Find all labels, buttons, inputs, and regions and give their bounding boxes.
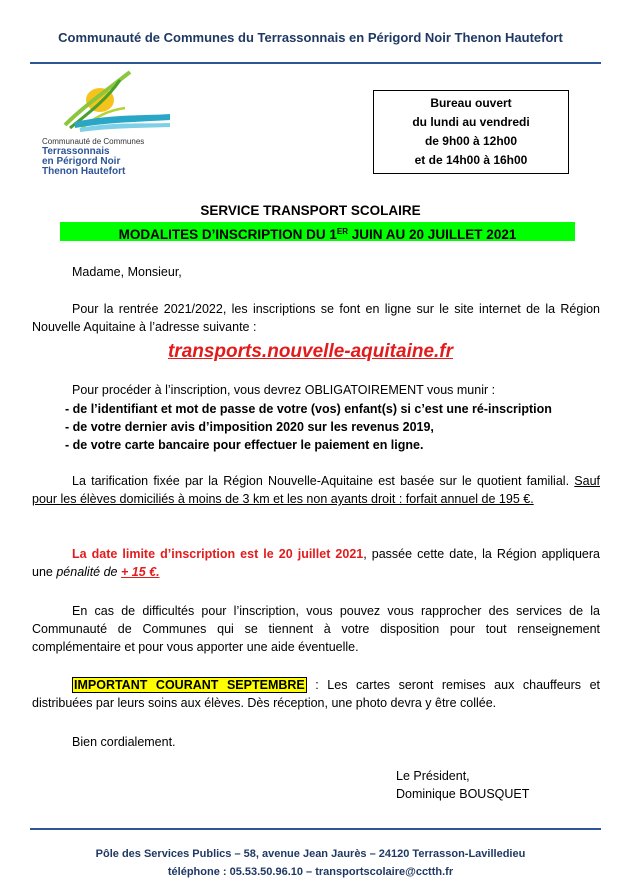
- important-text: : Les cartes seront remises aux chauffeurs et distribuées par leurs soins aux élèves. Dès réception, une photo devra y être collée.: [32, 678, 600, 710]
- logo-line-4: Thenon Hautefort: [42, 166, 126, 177]
- header-divider: [30, 62, 601, 64]
- greeting: Madame, Monsieur,: [72, 265, 182, 279]
- logo-line-1: Communauté de Communes: [42, 137, 145, 146]
- list-item: - de l’identifiant et mot de passe de votre (vos) enfant(s) si c’est une ré-inscription: [65, 402, 552, 416]
- paragraph-assistance: En cas de difficultés pour l’inscription, vous pouvez vous rapprocher des services de la Communauté de Communes qui se tiennent à votre disposition pour tout renseignement complémentaire et pour vous apporter une aide éventuelle.: [32, 604, 600, 654]
- logo-line-2: Terrassonnais: [42, 146, 110, 157]
- paragraph-requirements-intro: Pour procéder à l’inscription, vous devrez OBLIGATOIREMENT vous munir :: [72, 383, 496, 397]
- footer-address: Pôle des Services Publics – 58, avenue Jean Jaurès – 24120 Terrasson-Lavilledieu: [95, 848, 526, 860]
- logo-line-3: en Périgord Noir: [42, 156, 121, 167]
- signature-name: Dominique BOUSQUET: [396, 787, 530, 801]
- footer-contact: téléphone : 05.53.50.96.10 – transportscolaire@cctth.fr: [167, 866, 454, 878]
- requirements-list: [65, 400, 552, 454]
- deadline-text: La date limite d’inscription est le 20 juillet 2021: [72, 547, 364, 561]
- hours-line-2: du lundi au vendredi: [412, 115, 530, 129]
- opening-hours-box: [373, 90, 569, 174]
- paragraph-deadline: [32, 545, 600, 581]
- deadline-continuation: , passée cette date, la Région appliquera une: [32, 547, 600, 579]
- hours-line-1: Bureau ouvert: [430, 96, 512, 110]
- logo-graphic: [40, 70, 180, 140]
- list-item: - de votre dernier avis d’imposition 2020 sur les revenus 2019,: [65, 420, 434, 434]
- registration-link[interactable]: transports.nouvelle-aquitaine.fr: [167, 341, 454, 362]
- service-title: SERVICE TRANSPORT SCOLAIRE: [200, 203, 421, 218]
- paragraph-important: [32, 676, 600, 712]
- registration-title: [60, 222, 575, 241]
- hours-line-3: de 9h00 à 12h00: [424, 134, 518, 148]
- signature-title: Le Président,: [396, 769, 470, 783]
- penalty-amount: + 15 €.: [120, 565, 160, 579]
- pricing-exception: Sauf pour les élèves domiciliés à moins de 3 km et les non ayants droit : forfait annuel de 195 €.: [32, 474, 600, 506]
- list-item: - de votre carte bancaire pour effectuer le paiement en ligne.: [65, 438, 424, 452]
- logo-text: [42, 137, 144, 177]
- footer-divider: [30, 828, 601, 830]
- penalty-label: pénalité de: [56, 565, 121, 579]
- paragraph-pricing: [32, 472, 600, 508]
- registration-title-part2: JUIN AU 20 JUILLET 2021: [348, 227, 517, 242]
- pricing-text: La tarification fixée par la Région Nouvelle-Aquitaine est basée sur le quotient familial.: [72, 474, 570, 488]
- registration-title-sup: ER: [336, 227, 349, 236]
- hours-line-4: et de 14h00 à 16h00: [414, 153, 528, 167]
- paragraph-online-registration: Pour la rentrée 2021/2022, les inscriptions se font en ligne sur le site internet de la Région Nouvelle Aquitaine à l’adresse suivante :: [32, 302, 600, 334]
- closing: Bien cordialement.: [72, 735, 176, 749]
- header-title: Communauté de Communes du Terrassonnais en Périgord Noir Thenon Hautefort: [58, 30, 563, 45]
- important-badge: IMPORTANT COURANT SEPTEMBRE: [74, 678, 305, 692]
- registration-title-part1: MODALITES D’INSCRIPTION DU 1: [118, 227, 337, 242]
